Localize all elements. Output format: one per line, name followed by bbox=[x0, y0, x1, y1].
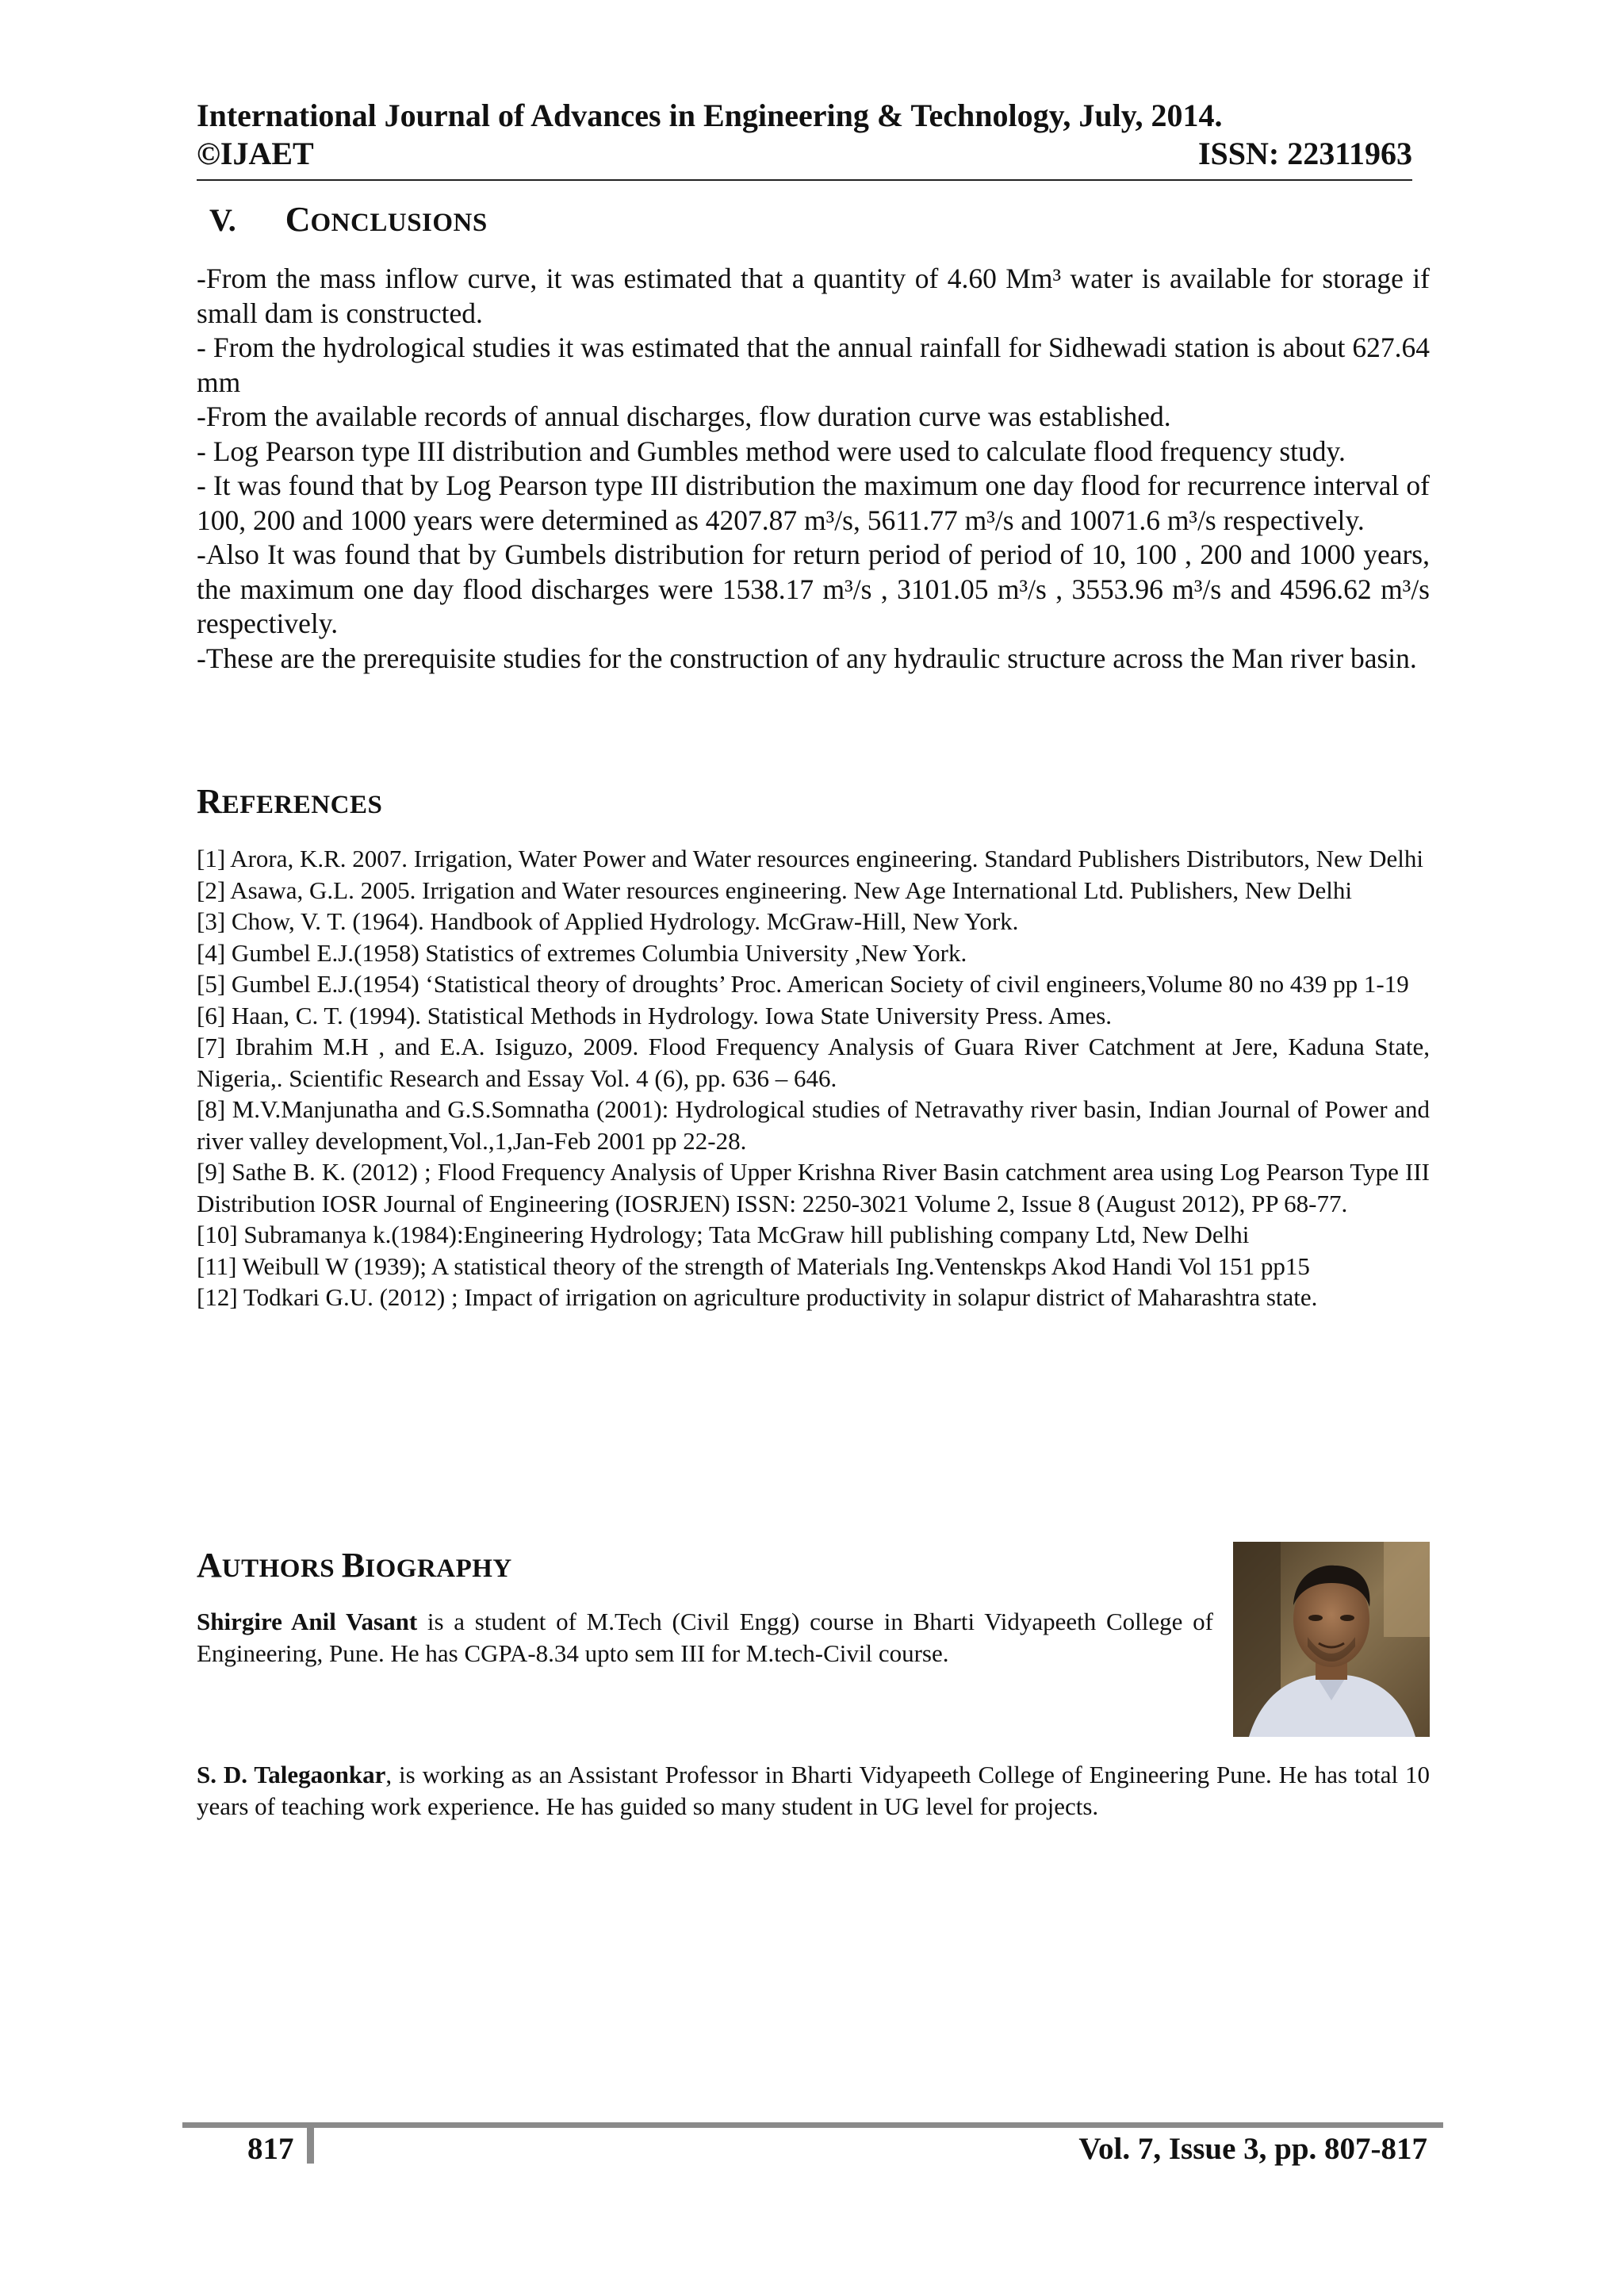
conclusion-item: -These are the prerequisite studies for the construction of any hydraulic structure across the Man river basin. bbox=[197, 642, 1417, 674]
author-bio-2 bbox=[197, 1759, 1430, 1822]
journal-title: International Journal of Advances in Engineering & Technology, July, 2014. bbox=[197, 98, 1223, 133]
journal-copyright: ©IJAET bbox=[197, 136, 314, 171]
reference-item: [12] Todkari G.U. (2012) ; Impact of irrigation on agriculture productivity in solapur district of Maharashtra state. bbox=[197, 1283, 1318, 1311]
author-name: S. D. Talegaonkar bbox=[197, 1761, 386, 1788]
reference-item: [8] M.V.Manjunatha and G.S.Somnatha (2001): Hydrological studies of Netravathy river basin, Indian Journal of Power and river valley development,Vol.,1,Jan-Feb 2001 pp 22-28. bbox=[197, 1095, 1430, 1155]
references-list bbox=[197, 843, 1430, 1313]
reference-item: [10] Subramanya k.(1984):Engineering Hydrology; Tata McGraw hill publishing company Ltd, New Delhi bbox=[197, 1221, 1250, 1248]
author-photo bbox=[1233, 1542, 1430, 1737]
reference-item: [3] Chow, V. T. (1964). Handbook of Applied Hydrology. McGraw-Hill, New York. bbox=[197, 907, 1019, 935]
reference-item: [7] Ibrahim M.H , and E.A. Isiguzo, 2009. Flood Frequency Analysis of Guara River Catchment at Jere, Kaduna State, Nigeria,. Scientific Research and Essay Vol. 4 (6), pp. 636 – 646. bbox=[197, 1033, 1430, 1092]
journal-header bbox=[197, 97, 1412, 173]
conclusion-item: - Log Pearson type III distribution and Gumbles method were used to calculate flood frequency study. bbox=[197, 435, 1346, 467]
reference-item: [6] Haan, C. T. (1994). Statistical Methods in Hydrology. Iowa State University Press. Ames. bbox=[197, 1001, 1113, 1029]
reference-item: [5] Gumbel E.J.(1954) ‘Statistical theory of droughts’ Proc. American Society of civil engineers,Volume 80 no 439 pp 1-19 bbox=[197, 970, 1409, 998]
author-bio-1 bbox=[197, 1606, 1213, 1669]
conclusion-item: -From the mass inflow curve, it was estimated that a quantity of 4.60 Mm³ water is available for storage if small dam is constructed. bbox=[197, 263, 1430, 329]
conclusion-item: - It was found that by Log Pearson type III distribution the maximum one day flood for recurrence interval of 100, 200 and 1000 years were determined as 4207.87 m³/s, 5611.77 m³/s and 10071.6 m³/s respectively. bbox=[197, 470, 1430, 536]
page-number: 817 bbox=[247, 2132, 294, 2166]
author-name: Shirgire Anil Vasant bbox=[197, 1608, 418, 1635]
reference-item: [4] Gumbel E.J.(1958) Statistics of extremes Columbia University ,New York. bbox=[197, 938, 967, 967]
conclusion-item: -From the available records of annual discharges, flow duration curve was established. bbox=[197, 401, 1171, 432]
author-description: , is working as an Assistant Professor in Bharti Vidyapeeth College of Engineering Pune. He has total 10 years of teaching work experience. He has guided so many student in UG level for projects. bbox=[197, 1761, 1431, 1820]
reference-item: [2] Asawa, G.L. 2005. Irrigation and Water resources engineering. New Age International Ltd. Publishers, New Delhi bbox=[197, 876, 1352, 904]
reference-item: [9] Sathe B. K. (2012) ; Flood Frequency Analysis of Upper Krishna River Basin catchment area using Log Pearson Type III Distribution IOSR Journal of Engineering (IOSRJEN) ISSN: 2250-3021 Volume 2, Issue 8 (August 2012), PP 68-77. bbox=[197, 1158, 1430, 1217]
header-divider bbox=[197, 179, 1412, 181]
conclusions-heading: V. CONCLUSIONS bbox=[209, 200, 488, 239]
section-number: V. bbox=[209, 202, 236, 238]
conclusions-body bbox=[197, 262, 1430, 676]
reference-item: [1] Arora, K.R. 2007. Irrigation, Water Power and Water resources engineering. Standard Publishers Distributors, New Delhi bbox=[197, 845, 1423, 872]
volume-info: Vol. 7, Issue 3, pp. 807-817 bbox=[1078, 2132, 1427, 2166]
author-description: is a student of M.Tech (Civil Engg) course in Bharti Vidyapeeth College of Engineering, Pune. He has CGPA-8.34 upto sem III for M.tech-Civil course. bbox=[197, 1608, 1213, 1667]
conclusion-item: -Also It was found that by Gumbels distribution for return period of period of 10, 100 , 200 and 1000 years, the maximum one day flood discharges were 1538.17 m³/s , 3101.05 m³/s , 3553.96 m³/s and 4596.62 m³/s respectively. bbox=[197, 539, 1430, 639]
biography-heading: AUTHORS BIOGRAPHY bbox=[197, 1546, 512, 1585]
conclusion-item: - From the hydrological studies it was estimated that the annual rainfall for Sidhewadi station is about 627.64 mm bbox=[197, 332, 1430, 398]
footer-separator bbox=[307, 2125, 314, 2164]
reference-item: [11] Weibull W (1939); A statistical theory of the strength of Materials Ing.Ventenskps Akod Handi Vol 151 pp15 bbox=[197, 1251, 1310, 1280]
footer-divider bbox=[182, 2122, 1443, 2128]
references-heading: REFERENCES bbox=[197, 782, 383, 821]
journal-issn: ISSN: 22311963 bbox=[1197, 136, 1412, 171]
